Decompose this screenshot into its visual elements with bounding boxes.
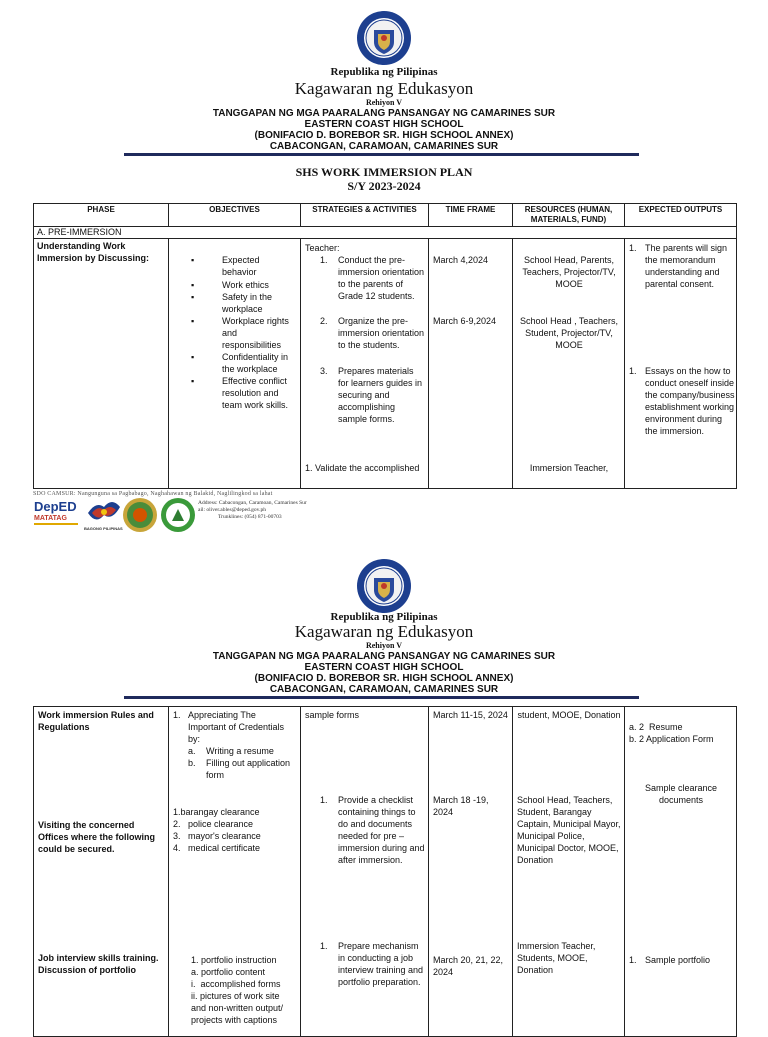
objectives-cell xyxy=(169,239,301,489)
phase-cell xyxy=(34,239,169,489)
table-header-row xyxy=(34,204,737,227)
header-divider xyxy=(124,696,639,699)
expected-outputs-cell xyxy=(625,239,737,489)
strategies-cell xyxy=(301,239,429,489)
objectives-cell xyxy=(169,707,301,1037)
objective-item: Workplace rights and responsibilities xyxy=(222,316,289,350)
bullet-icon: ▪ xyxy=(191,255,195,265)
strategy-item: Conduct the pre-immersion orientation to the parents of Grade 12 students. xyxy=(338,255,425,301)
bullet-icon: ▪ xyxy=(191,352,195,362)
school-name-line: EASTERN COAST HIGH SCHOOL xyxy=(304,662,464,673)
output-item: The parents will sign the memorandum understanding and parental consent. xyxy=(645,243,728,289)
strategy-number: 1. xyxy=(320,255,328,265)
objective-letter: a. xyxy=(188,746,196,756)
immersion-plan-table-page1 xyxy=(33,203,737,489)
deped-matatag-logo: DepED MATATAG xyxy=(34,500,82,530)
objective-item: Writing a resume xyxy=(206,746,274,756)
objective-item: ii. pictures of work site and non-written output/ projects with captions xyxy=(191,991,284,1025)
rehiyon-heading: Rehiyon V xyxy=(365,98,403,107)
objective-item: Appreciating The Important of Credentials by: xyxy=(188,710,285,744)
phase-text: Understanding Work Immersion by Discussing: xyxy=(37,241,150,263)
objective-item: Work ethics xyxy=(222,280,269,290)
bullet-icon: ▪ xyxy=(191,376,195,386)
time-frame-cell xyxy=(429,707,513,1037)
school-name-line: EASTERN COAST HIGH SCHOOL xyxy=(304,119,464,130)
objective-item: Effective conflict resolution and team work skills. xyxy=(222,376,289,410)
objective-item: Filling out application form xyxy=(206,758,291,780)
strategy-number: 3. xyxy=(320,366,328,376)
deped-seal-icon xyxy=(356,558,412,614)
header-divider xyxy=(124,153,639,156)
footer-trunkline: Trunklines: (054) 871-00703 xyxy=(218,514,282,520)
strategy-continued: 1. Validate the accomplished xyxy=(305,463,420,473)
bullet-icon: ▪ xyxy=(191,292,195,302)
resources: School Head, Teachers, Student, Barangay Captain, Municipal Mayor, Municipal Police, Municipal Doctor, MOOE, Donation xyxy=(517,795,621,865)
output-item: Essays on the how to conduct oneself inside the company/business establishment working environment during the immersion. xyxy=(645,366,735,436)
objective-item: 1. portfolio instruction xyxy=(191,955,277,965)
objective-item: 3. mayor's clearance xyxy=(173,831,261,841)
output-number: 1. xyxy=(629,243,637,253)
bullet-icon: ▪ xyxy=(191,316,195,326)
strategies-cell xyxy=(301,707,429,1037)
resources-2: School Head , Teachers, Student, Projector/TV, MOOE xyxy=(520,316,618,350)
column-header-strategies: STRATEGIES & ACTIVITIES xyxy=(301,204,429,227)
expected-outputs-cell xyxy=(625,707,737,1037)
immersion-plan-table-page2 xyxy=(33,706,737,1037)
time-frame: March 20, 21, 22, 2024 xyxy=(433,955,504,977)
objective-number: 1. xyxy=(173,710,181,720)
objective-item: 2. police clearance xyxy=(173,819,254,829)
footer-address: Address: Cabacongan, Caramoan, Camarines Sur xyxy=(198,500,307,506)
school-address-line: CABACONGAN, CARAMOAN, CAMARINES SUR xyxy=(269,684,499,695)
output-item: b. 2 Application Form xyxy=(629,734,714,744)
output-item: Sample clearance documents xyxy=(644,783,718,805)
output-number: 1. xyxy=(629,955,637,965)
footer-tagline: SDO CAMSUR: Nangunguna sa Pagbabago, Naghahawan ng Balakid, Naglilingkod sa lahat xyxy=(33,491,273,497)
objective-item: a. portfolio content xyxy=(191,967,266,977)
division-line: TANGGAPAN NG MGA PAARALANG PANSANGAY NG CAMARINES SUR xyxy=(212,651,556,662)
objective-item: Expected behavior xyxy=(222,255,260,277)
document-page-2 xyxy=(0,548,768,1024)
strategies-intro: Teacher: xyxy=(305,243,340,253)
table-row xyxy=(34,239,737,489)
plan-school-year: S/Y 2023-2024 xyxy=(347,179,421,193)
kagawaran-heading: Kagawaran ng Edukasyon xyxy=(294,79,474,98)
output-item: Sample portfolio xyxy=(645,955,711,965)
bullet-icon: ▪ xyxy=(191,280,195,290)
strategy-number: 2. xyxy=(320,316,328,326)
deped-seal-icon xyxy=(356,10,412,66)
column-header-objectives: OBJECTIVES xyxy=(169,204,301,227)
column-header-resources: RESOURCES (HUMAN, MATERIALS, FUND) xyxy=(513,204,625,227)
school-annex-line: (BONIFACIO D. BOREBOR SR. HIGH SCHOOL ANNEX) xyxy=(254,673,514,684)
time-frame-1: March 4,2024 xyxy=(433,255,489,265)
bagong-pilipinas-text: BAGONG PILIPINAS xyxy=(84,526,123,531)
resources: Immersion Teacher, Students, MOOE, Donation xyxy=(517,941,596,975)
table-row xyxy=(34,707,737,1037)
column-header-time-frame: TIME FRAME xyxy=(429,204,513,227)
strategy-number: 1. xyxy=(320,795,328,805)
phase-text: Visiting the concerned Offices where the following could be secured. xyxy=(38,820,156,854)
output-number: 1. xyxy=(629,366,637,376)
strategy-item: Provide a checklist containing things to do and documents needed for pre – immersion during and after immersion. xyxy=(338,795,425,865)
objective-item: Safety in the workplace xyxy=(222,292,273,314)
resources-continued: Immersion Teacher, xyxy=(529,463,609,473)
republika-heading: Republika ng Pilipinas xyxy=(330,611,438,623)
phase-cell xyxy=(34,707,169,1037)
strategy-item: Prepare mechanism in conducting a job interview training and portfolio preparation. xyxy=(338,941,424,987)
time-frame: March 11-15, 2024 xyxy=(433,710,508,720)
division-line: TANGGAPAN NG MGA PAARALANG PANSANGAY NG CAMARINES SUR xyxy=(212,108,556,119)
resources-cell xyxy=(513,239,625,489)
plan-title: SHS WORK IMMERSION PLAN xyxy=(295,165,473,179)
time-frame-cell xyxy=(429,239,513,489)
republika-heading: Republika ng Pilipinas xyxy=(330,66,438,78)
column-header-phase: PHASE xyxy=(34,204,169,227)
rehiyon-heading: Rehiyon V xyxy=(365,641,403,650)
school-address-line: CABACONGAN, CARAMOAN, CAMARINES SUR xyxy=(269,141,499,152)
bagong-pilipinas-logo xyxy=(86,500,122,526)
school-seal-icon xyxy=(160,497,196,533)
phase-text: Job interview skills training. Discussion of portfolio xyxy=(38,953,159,975)
objective-item: Confidentiality in the workplace xyxy=(222,352,289,374)
division-seal-icon xyxy=(122,497,158,533)
column-header-expected-outputs: EXPECTED OUTPUTS xyxy=(625,204,737,227)
objective-letter: b. xyxy=(188,758,196,768)
time-frame-2: March 6-9,2024 xyxy=(433,316,497,326)
resources-cell xyxy=(513,707,625,1037)
section-label: A. PRE-IMMERSION xyxy=(34,227,737,239)
school-annex-line: (BONIFACIO D. BOREBOR SR. HIGH SCHOOL ANNEX) xyxy=(254,130,514,141)
resources-1: School Head, Parents, Teachers, Projector/TV, MOOE xyxy=(522,255,616,289)
kagawaran-heading: Kagawaran ng Edukasyon xyxy=(294,622,474,641)
objective-item: i. accomplished forms xyxy=(191,979,281,989)
section-row xyxy=(34,227,737,239)
footer-email: ail: oliver.ables@deped.gov.ph xyxy=(198,507,266,513)
output-item: a. 2 Resume xyxy=(629,722,683,732)
strategy-item: Organize the pre-immersion orientation to the students. xyxy=(338,316,425,350)
strategy-item: sample forms xyxy=(305,710,360,720)
time-frame: March 18 -19, 2024 xyxy=(433,795,489,817)
strategy-item: Prepares materials for learners guides in securing and accomplishing sample forms. xyxy=(338,366,423,424)
objective-item: 1.barangay clearance xyxy=(173,807,260,817)
strategy-number: 1. xyxy=(320,941,328,951)
phase-text: Work immersion Rules and Regulations xyxy=(38,710,154,732)
objective-item: 4. medical certificate xyxy=(173,843,261,853)
resources: student, MOOE, Donation xyxy=(517,710,621,720)
